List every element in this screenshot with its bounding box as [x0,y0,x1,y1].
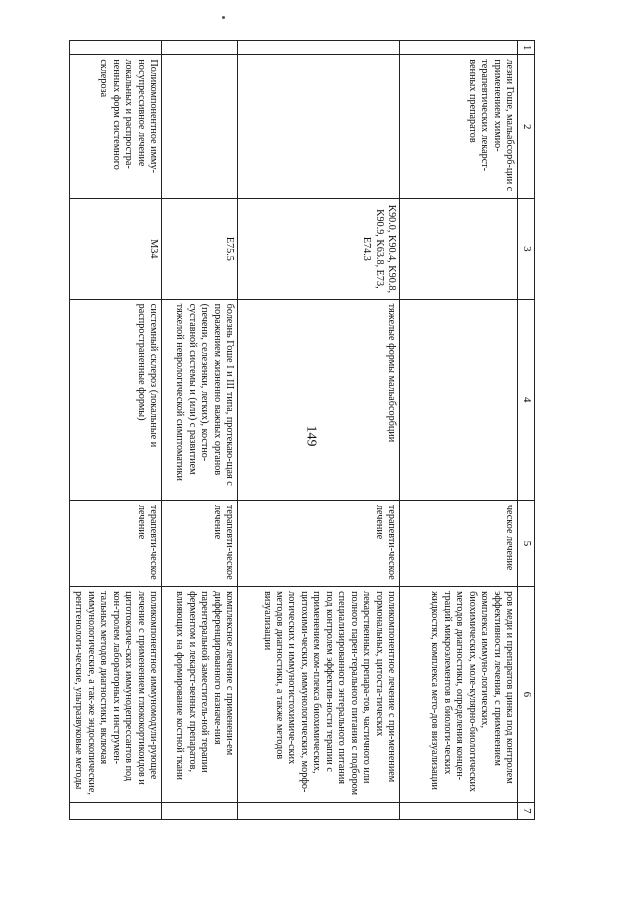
icd-code-cell: M34 [69,199,161,300]
treatment-method-cell: поликомпонентное лечение с при-менением гормональных, цитоста-тических лекарственных препара-тов, частичного или полного парен-терального питания с подбором специализированного энтерального питания под контролем эффектив-ности терапии с применением ком-плекса биохимических, цитохими-ческих, иммунологических, морфо-логических и иммуногистохимиче-ских методов диагностики, а также методов визуализации [238,587,400,803]
cost-cell [400,802,518,819]
treatment-type-cell: терапевти-ческое лечение [238,500,400,586]
column-number: 4 [518,299,535,500]
patient-model-cell [400,299,518,500]
icd-code-cell [400,199,518,300]
column-number: 7 [518,802,535,819]
patient-model-cell: тяжелые формы мальабсорбции [238,299,400,500]
method-cell [238,55,400,199]
column-number: 6 [518,587,535,803]
treatment-table [69,40,535,820]
cost-cell [162,802,238,819]
treatment-method-cell: комплексное лечение с применени-ем дифференцированного назначе-ния парентеральной заместитель-ной терапии ферментом и лекарст-венных препаратов, влияющих на формирование костной ткани [162,587,238,803]
rotated-table-frame [73,40,640,814]
row-number-cell [162,41,238,55]
table-row [400,41,518,820]
column-number: 5 [518,500,535,586]
icd-code-cell: K90.0, K90.4, K90.8, K90.9, K63.8, E73, E74.3 [238,199,400,300]
method-cell [162,55,238,199]
patient-model-cell: болезнь Гоше I и III типа, протекаю-щая с поражением жизненно важных органов (печени, селезенки, легких), костно-суставной системы и (или) с развитием тяжелой неврологической симптоматики [162,299,238,500]
page-number: 149 [303,425,319,447]
icd-code-cell: E75.5 [162,199,238,300]
cost-cell [69,802,161,819]
scan-speck [222,16,225,19]
treatment-type-cell: терапевти-ческое лечение [69,500,161,586]
patient-model-cell: системный склероз (локальные и распространенные формы) [69,299,161,500]
column-number: 3 [518,199,535,300]
table-row [238,41,400,820]
row-number-cell [400,41,518,55]
treatment-type-cell: ческое лечение [400,500,518,586]
method-cell: лезни Гоше, мальабсорб-ции с применением химио-терапевтических лекарст-венных препаратов [400,55,518,199]
column-number: 2 [518,55,535,199]
row-number-cell [69,41,161,55]
column-number-row [518,41,535,820]
treatment-method-cell: ров меди и препаратов цинка под контролем эффективности лечения, с применением комплекса иммуно-логических, биохимических, моле-кулярно-биологических методов диагностики, определения концен-траций микроэлементов в биологи-ческих жидкостях, комплекса мето-дов визуализации [400,587,518,803]
cost-cell [238,802,400,819]
column-number: 1 [518,41,535,55]
treatment-method-cell: поликомпонентное иммуномодули-рующее лечение с применением глюкокортикоидов и цитотоксиче-ских иммунодепрессантов под кон-тролем лабораторных и инструмен-тальных методов диагностики, включая иммунологические, а так-же эндоскопические, рентгенологи-ческие, ультразвуковые методы [69,587,161,803]
table-row [162,41,238,820]
row-number-cell [238,41,400,55]
method-cell: Поликомпонентное имму-носупрессивное лечение локальных и распростра-ненных форм системного склероза [69,55,161,199]
table-row [69,41,161,820]
treatment-type-cell: терапевти-ческое лечение [162,500,238,586]
